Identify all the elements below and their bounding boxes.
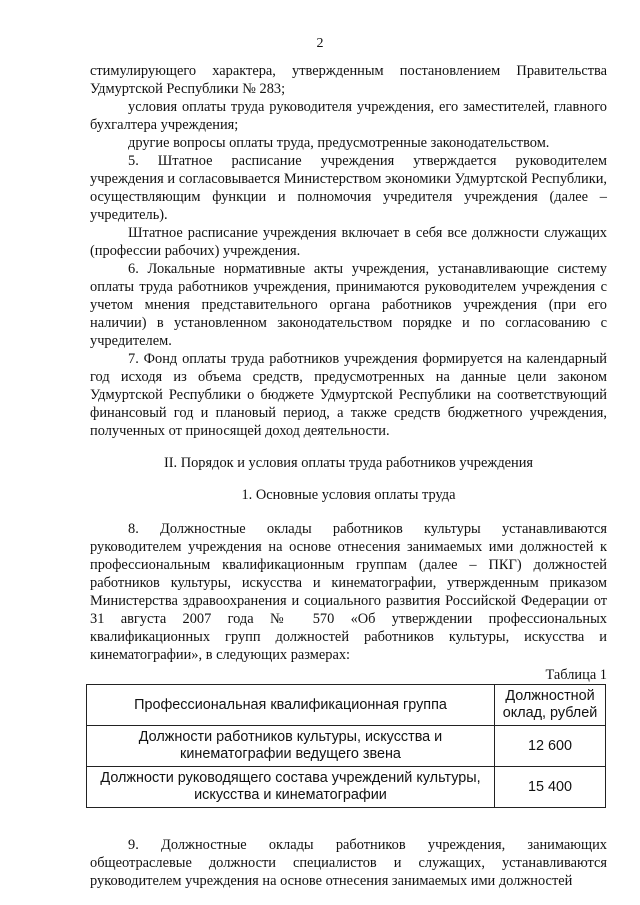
- paragraph: другие вопросы оплаты труда, предусмотренные законодательством.: [128, 135, 550, 151]
- table-cell-salary: 12 600: [495, 726, 606, 767]
- paragraph-9: 9. Должностные оклады работников учреждения, занимающих общеотраслевые должности специалистов и служащих, устанавливаются руководителем учреждения на основе отнесения занимаемых ими должностей: [90, 837, 607, 889]
- table-header-row: [87, 685, 606, 726]
- column-header-salary: Должностной оклад, рублей: [495, 685, 606, 726]
- table-caption: Таблица 1: [545, 667, 607, 683]
- paragraph-8: 8. Должностные оклады работников культуры устанавливаются руководителем учреждения на основе отнесения занимаемых ими должностей к профессиональным квалификационным группам (далее – ПКГ) должностей работников культуры, искусства и кинематографии, утвержденным приказом Министерства здравоохранения и социального развития Российской Федерации от 31 августа 2007 года № 570 «Об утверждении профессиональных квалификационных групп должностей работников культуры, искусства и кинематографии», в следующих размерах:: [90, 521, 607, 663]
- paragraph: условия оплаты труда руководителя учреждения, его заместителей, главного бухгалтера учреждения;: [90, 99, 607, 133]
- section-heading: II. Порядок и условия оплаты труда работников учреждения: [163, 455, 534, 471]
- salary-table: [86, 684, 606, 808]
- paragraph: 5. Штатное расписание учреждения утверждается руководителем учреждения и согласовывается Министерством экономики Удмуртской Республики, осуществляющим функции и полномочия учредителя учреждения (далее – учредитель).: [90, 153, 607, 223]
- column-header-group: Профессиональная квалификационная группа: [87, 685, 495, 726]
- table-row: [87, 726, 606, 767]
- paragraph: 7. Фонд оплаты труда работников учреждения формируется на календарный год исходя из объема средств, предусмотренных на данные цели законом Удмуртской Республики о бюджете Удмуртской Республики на соответствующий финансовый год и плановый период, а также средств бюджетного учреждения, полученных от приносящей доход деятельности.: [90, 351, 607, 439]
- table-cell-salary: 15 400: [495, 767, 606, 808]
- paragraph: стимулирующего характера, утвержденным постановлением Правительства Удмуртской Республики № 283;: [90, 63, 607, 97]
- document-body: [90, 62, 607, 890]
- subsection-heading: 1. Основные условия оплаты труда: [241, 487, 456, 503]
- table-cell-group: Должности руководящего состава учреждений культуры, искусства и кинематографии: [87, 767, 495, 808]
- table-row: [87, 767, 606, 808]
- paragraph: 6. Локальные нормативные акты учреждения, устанавливающие систему оплаты труда работников учреждения, принимаются руководителем учреждения с учетом мнения представительного органа работников учреждения (при его наличии) в установленном законодательством порядке и по согласованию с учредителем.: [90, 261, 607, 349]
- page-number: 2: [316, 36, 324, 51]
- paragraph: Штатное расписание учреждения включает в себя все должности служащих (профессии рабочих) учреждения.: [90, 225, 607, 259]
- table-cell-group: Должности работников культуры, искусства и кинематографии ведущего звена: [87, 726, 495, 767]
